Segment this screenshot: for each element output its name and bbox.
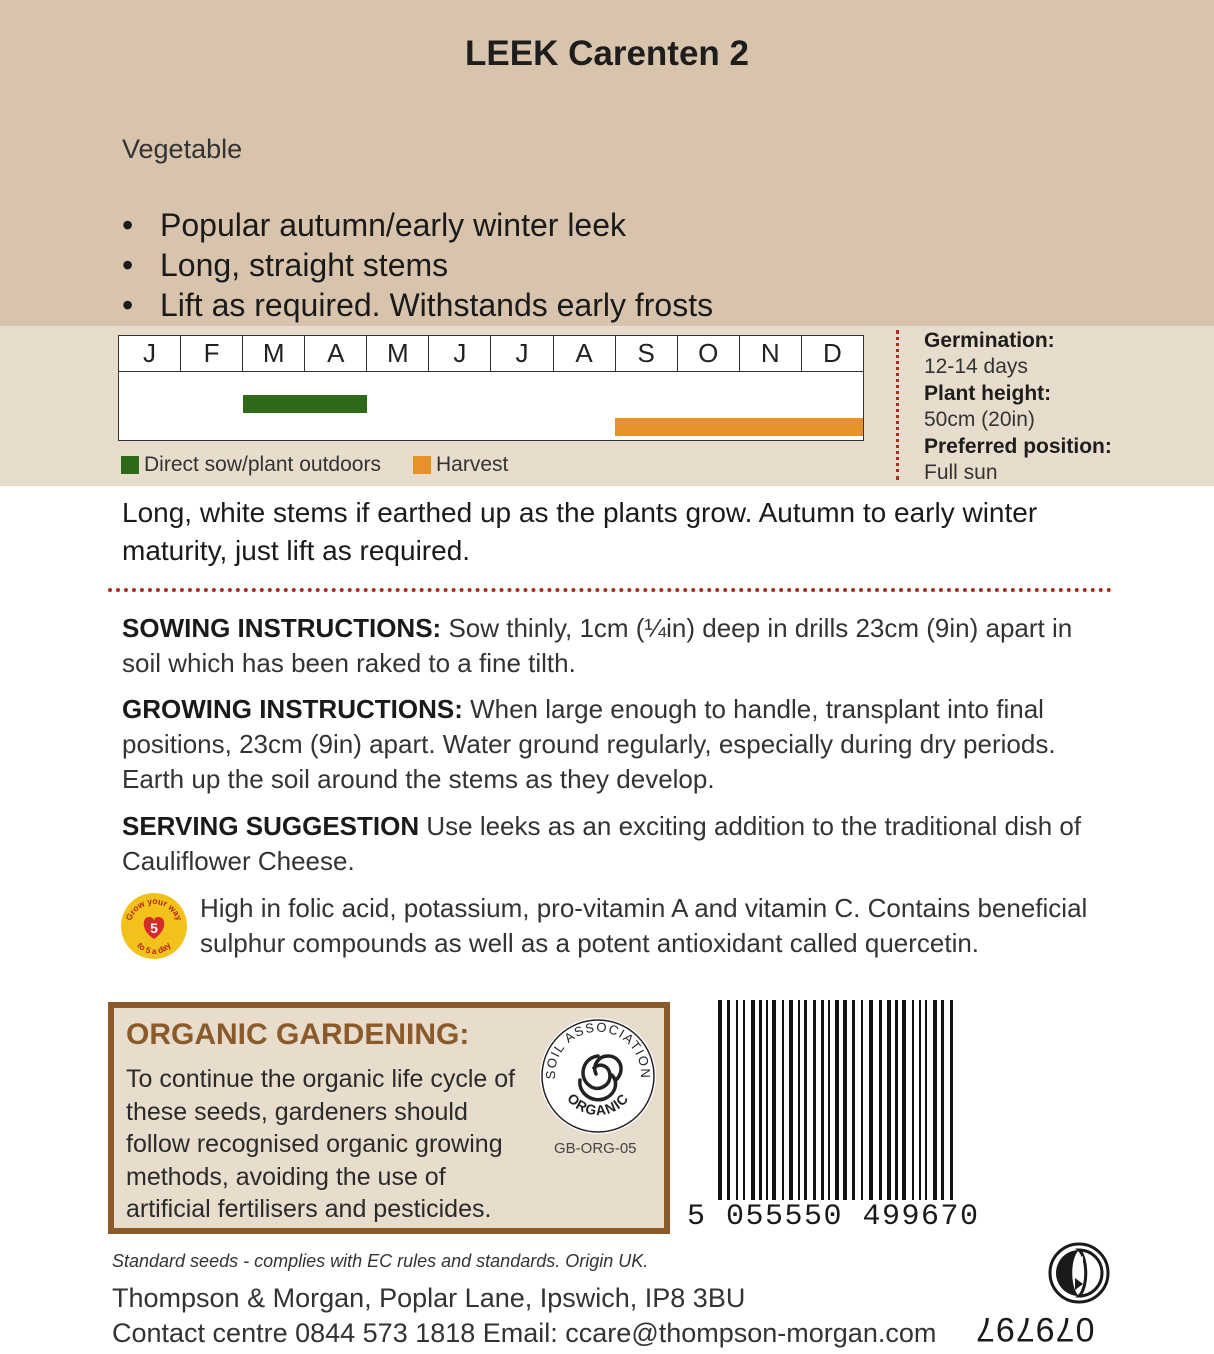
contact-details: Contact centre 0844 573 1818 Email: ccare@thompson-morgan.com <box>112 1318 937 1348</box>
svg-text:ORGANIC: ORGANIC <box>564 1089 632 1119</box>
organic-certification-code: GB-ORG-05 <box>554 1140 637 1157</box>
legend-sow <box>121 453 381 477</box>
organic-gardening-box <box>108 1002 670 1234</box>
company-address: Thompson & Morgan, Poplar Lane, Ipswich, IP8 3BU <box>112 1283 746 1313</box>
feature-list <box>122 205 713 325</box>
height-label: Plant height: <box>924 382 1052 405</box>
calendar-months <box>119 336 863 372</box>
sowing-calendar <box>118 335 864 441</box>
position-label: Preferred position: <box>924 435 1112 458</box>
barcode-number: 5 055550 499670 <box>687 1200 980 1234</box>
product-code: 079797 <box>975 1310 1095 1348</box>
calendar-month: O <box>678 336 740 371</box>
sow-period-bar <box>243 395 367 413</box>
sow-swatch <box>121 456 139 474</box>
specs-divider <box>896 330 899 480</box>
feature-item: • Lift as required. Withstands early frosts <box>122 287 714 323</box>
harvest-swatch <box>413 456 431 474</box>
calendar-month: J <box>491 336 553 371</box>
svg-text:5: 5 <box>150 920 158 936</box>
legend-harvest-label: Harvest <box>436 453 509 476</box>
calendar-month: N <box>740 336 802 371</box>
feature-item: • Popular autumn/early winter leek <box>122 207 627 243</box>
growing-text: When large enough to handle, transplant into final positions, 23cm (9in) apart. Water ground regularly, especially during dry periods. Earth up the soil around the stems as they develop. <box>122 694 1056 794</box>
serving-text: Use leeks as an exciting addition to the traditional dish of Cauliflower Cheese. <box>122 811 1082 876</box>
serving-heading: SERVING SUGGESTION <box>122 811 420 841</box>
svg-text:SOIL ASSOCIATION: SOIL ASSOCIATION <box>542 1019 654 1080</box>
calendar-month: F <box>181 336 243 371</box>
height-value: 50cm (20in) <box>924 408 1035 431</box>
calendar-month: S <box>616 336 678 371</box>
svg-text:to 5 a day: to 5 a day <box>135 940 173 957</box>
germination-value: 12-14 days <box>924 355 1028 378</box>
feature-item: • Long, straight stems <box>122 247 449 283</box>
five-a-day-badge-icon <box>120 892 188 960</box>
harvest-period-bar <box>615 418 863 436</box>
organic-text: To continue the organic life cycle of these seeds, gardeners should follow recognised organic growing methods, avoiding the use of artificial fertilisers and pesticides. <box>126 1065 516 1223</box>
calendar-month: J <box>429 336 491 371</box>
section-divider <box>108 588 1112 592</box>
calendar-month: A <box>305 336 367 371</box>
legend-sow-label: Direct sow/plant outdoors <box>144 453 381 476</box>
nutrition-text: High in folic acid, potassium, pro-vitamin A and vitamin C. Contains beneficial sulphur compounds as well as a potent antioxidant called quercetin. <box>200 893 1088 958</box>
standards-note: Standard seeds - complies with EC rules and standards. Origin UK. <box>112 1251 649 1271</box>
product-description: Long, white stems if earthed up as the plants grow. Autumn to early winter maturity, just lift as required. <box>122 497 1038 566</box>
sowing-text: Sow thinly, 1cm (¼in) deep in drills 23cm (9in) apart in soil which has been raked to a fine tilth. <box>122 613 1073 678</box>
product-title: LEEK Carenten 2 <box>465 34 749 73</box>
plant-specs <box>924 328 1112 487</box>
serving-suggestion <box>122 809 1112 879</box>
calendar-month: M <box>367 336 429 371</box>
calendar-month: J <box>119 336 181 371</box>
calendar-month: D <box>823 338 842 368</box>
growing-heading: GROWING INSTRUCTIONS: <box>122 694 463 724</box>
sowing-instructions <box>122 611 1112 681</box>
growing-instructions <box>122 692 1112 797</box>
calendar-month: M <box>243 336 305 371</box>
organic-title: ORGANIC GARDENING: <box>126 1018 470 1051</box>
green-dot-recycle-icon <box>1048 1242 1110 1304</box>
calendar-month: A <box>554 336 616 371</box>
product-category: Vegetable <box>122 134 243 164</box>
soil-association-logo-icon <box>538 1016 658 1136</box>
position-value: Full sun <box>924 461 998 484</box>
germination-label: Germination: <box>924 329 1055 352</box>
legend-harvest <box>413 453 508 477</box>
sowing-heading: SOWING INSTRUCTIONS: <box>122 613 442 643</box>
barcode-icon <box>700 1000 1018 1232</box>
svg-text:Grow your way: Grow your way <box>123 895 185 922</box>
